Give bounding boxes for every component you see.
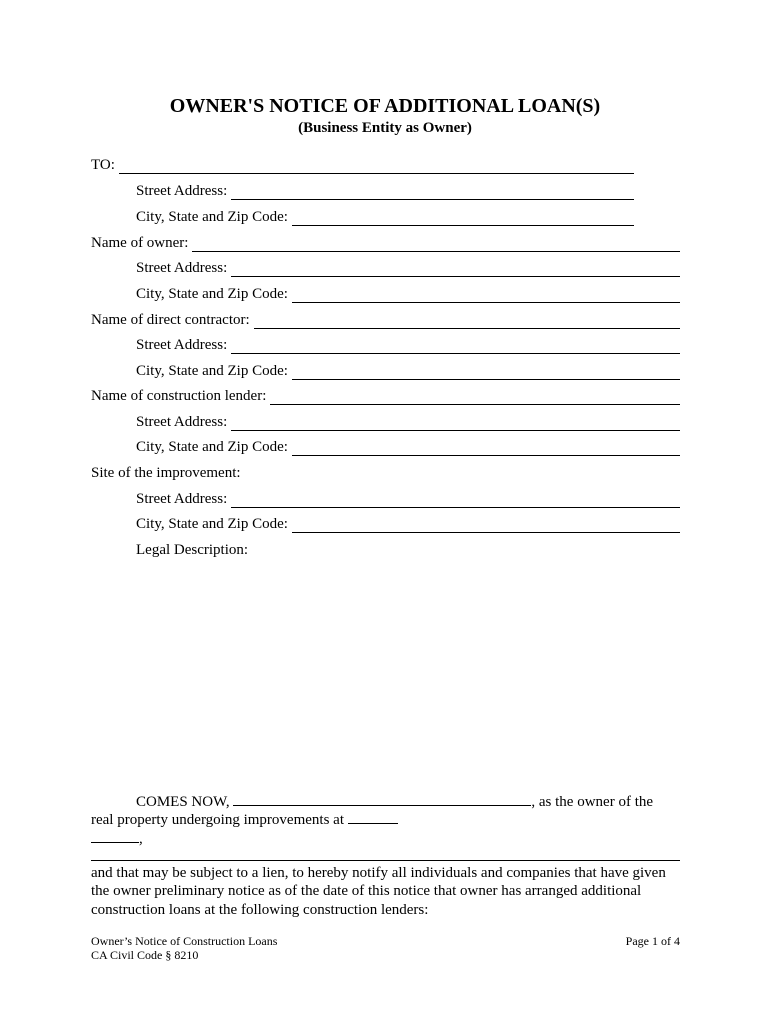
owner-street-input-line[interactable] (231, 262, 680, 277)
document-subtitle: (Business Entity as Owner) (298, 120, 472, 136)
site-label: Site of the improvement: (91, 465, 241, 481)
to-input-line[interactable] (119, 159, 634, 174)
lender-street-input-line[interactable] (231, 416, 680, 431)
document-title: OWNER'S NOTICE OF ADDITIONAL LOAN(S) (169, 95, 601, 117)
property-address-full-line[interactable] (91, 860, 680, 861)
owner-street-field[interactable] (136, 259, 680, 277)
lender-city-field[interactable] (136, 438, 680, 456)
real-property-line (91, 811, 398, 829)
property-address-blank-2[interactable] (91, 830, 139, 843)
owner-street-label: Street Address: (136, 260, 228, 276)
comma-text: , (139, 831, 143, 847)
contractor-name-label: Name of direct contractor: (91, 312, 250, 328)
lender-name-input-line[interactable] (270, 390, 680, 405)
to-city-field[interactable] (136, 208, 634, 226)
footer-form-name: Owner’s Notice of Construction Loans (91, 934, 278, 948)
paragraph-line-2: the owner preliminary notice as of the date of this notice that owner has arranged additional (91, 883, 642, 899)
to-label: TO: (91, 157, 115, 173)
footer-page-number: Page 1 of 4 (625, 934, 680, 948)
contractor-street-label: Street Address: (136, 337, 228, 353)
contractor-city-label: City, State and Zip Code: (136, 363, 288, 379)
owner-city-label: City, State and Zip Code: (136, 286, 288, 302)
site-street-label: Street Address: (136, 491, 228, 507)
paragraph-line-3: construction loans at the following construction lenders: (91, 902, 429, 918)
site-city-input-line[interactable] (292, 518, 680, 533)
owner-name-field[interactable] (91, 234, 680, 252)
legal-description-label: Legal Description: (136, 542, 249, 558)
to-street-field[interactable] (136, 182, 634, 200)
contractor-name-field[interactable] (91, 311, 680, 329)
owner-name-label: Name of owner: (91, 235, 189, 251)
lender-street-label: Street Address: (136, 414, 228, 430)
contractor-city-input-line[interactable] (292, 365, 680, 380)
to-street-label: Street Address: (136, 183, 228, 199)
comes-now-label: COMES NOW, (136, 794, 230, 810)
lender-street-field[interactable] (136, 413, 680, 431)
to-street-input-line[interactable] (231, 185, 634, 200)
lender-city-label: City, State and Zip Code: (136, 439, 288, 455)
to-city-input-line[interactable] (292, 211, 634, 226)
property-address-blank[interactable] (348, 811, 398, 824)
contractor-city-field[interactable] (136, 362, 680, 380)
site-street-field[interactable] (136, 490, 680, 508)
footer-civil-code: CA Civil Code § 8210 (91, 948, 199, 962)
paragraph-line-1: and that may be subject to a lien, to hereby notify all individuals and companies that have given (91, 865, 666, 881)
owner-name-blank[interactable] (233, 793, 531, 806)
to-city-label: City, State and Zip Code: (136, 209, 288, 225)
owner-of-text: , as the owner of the (531, 794, 654, 810)
owner-city-input-line[interactable] (292, 288, 680, 303)
contractor-street-field[interactable] (136, 336, 680, 354)
owner-city-field[interactable] (136, 285, 680, 303)
site-city-field[interactable] (136, 515, 680, 533)
owner-name-input-line[interactable] (192, 237, 680, 252)
contractor-street-input-line[interactable] (231, 339, 680, 354)
continuation-line (91, 830, 143, 848)
site-city-label: City, State and Zip Code: (136, 516, 288, 532)
lender-name-label: Name of construction lender: (91, 388, 267, 404)
comes-now-line (136, 793, 653, 811)
contractor-name-input-line[interactable] (254, 314, 680, 329)
lender-city-input-line[interactable] (292, 441, 680, 456)
site-street-input-line[interactable] (231, 493, 680, 508)
real-property-text: real property undergoing improvements at (91, 812, 344, 828)
to-field[interactable] (91, 156, 634, 174)
lender-name-field[interactable] (91, 387, 680, 405)
